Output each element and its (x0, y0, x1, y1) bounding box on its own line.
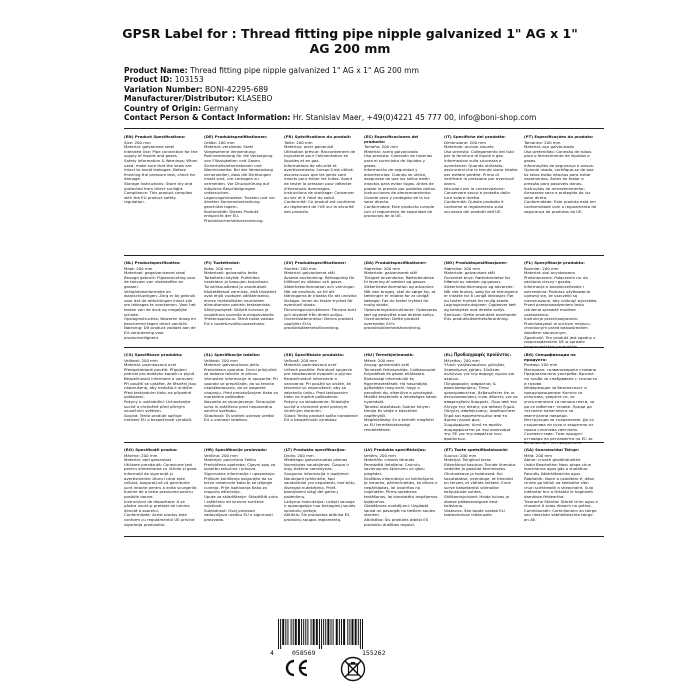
spec-cell-heading: (EN) Product Specifications: (124, 134, 186, 139)
separator-row-1 (124, 255, 604, 256)
spec-cell-heading: (DE) Produktspezifikationen: (204, 134, 268, 139)
barcode-bar (287, 619, 288, 645)
barcode-bar (313, 619, 315, 645)
barcode-bar (305, 619, 306, 645)
spec-cell-heading: (ET) Toote spetsifikatsioonid: (444, 447, 509, 452)
spec-cell (284, 261, 358, 347)
spec-cell (284, 448, 358, 536)
barcode-bar (347, 619, 348, 645)
spec-cell-text: Size: 200 mm Material: galvanized steel Intended Use: Pipe connection for the supply of liquids and gases. Safety Information & Warnings: When used, make sure that the seals are intact to avoid leakages. Before finishing the pressure test, check for damage. Storage Instructions: Store dry and protected from direct sunlight. Compliance: This product complies with the EU product safety regulation. (124, 139, 198, 205)
spec-cell-heading: (HR) Specifikacije proizvoda: (204, 447, 268, 452)
spec-cell-text: Storlek: 200 mm Material: galvaniserat stål Avsedd användning: Rörkoppling för tillförsel av vätskor och gaser. Säkerhetsinformation och varningar: När de används, se till att tätningarna är intakta för att undvika läckage. Innan du testar trycket för eventuell skada. Förvaringsinstruktioner: Förvara torrt och skyddat från direkt solljus. Överensstämmelse: Denna produkt uppfyller EU:s produktsäkerhetsförordning. (284, 265, 357, 331)
spec-cell-text: Tamanho: 200 mm Material: aço galvanizado Uso pretendido: Conexão de tubos para o fornecimento de líquidos e gases. Informações de segurança e avisos: Quando usado, certifique-se de que os selos estão intactos para evitar vazamentos. Antes de testar a pressão para possíveis danos. Instruções de armazenamento: Armazene seco e protegido da luz solar direta. Conformidade: Este produto está em conformidade com o regulamento de segurança de produtos da UE. (524, 139, 597, 214)
spec-cell-heading: (ES) Especificaciones del producto: (364, 134, 419, 144)
spec-cell-heading: (DA) Produktspecifikationer: (364, 260, 427, 265)
barcode-bar (325, 619, 326, 645)
spec-cell-heading: (SV) Produktspecifikationer: (284, 260, 347, 265)
spec-cell-text: Dydis: 200 mm Medžiaga: galvanizuotas plienas Numatytas naudojimas: Čiaupo ir dujų tiekimo vamzdynas. Saugumo informacija ir įspėjimai: Naudojant įsitikinkite, kad sandarikliai yra nepažeisti, kad būtų išvengta nutekėjimo. Prieš bandydami slėgį dėl galimų pažeidimų. Laikymo instrukcijos: Laikyti sausoje ir apsaugotoje nuo tiesioginių saulės spindulių vietoje. Atitiktis: Šis produktas atitinka ES produktų saugos reglamentą. (284, 452, 356, 522)
barcode-bar (301, 619, 302, 645)
spec-cell-text: Izmērs: 200 mm Materiāls: cinkots tērauds Paredzētā lietošana: Caurulu savienojums šķidrumu un gāzu piegādei. Drošības informācija un brīdinājumi: Ja izmanto, pārliecinieties, ka blīves ir nepārkāptas, lai izvairītos no noplūdēm. Pirms spiediena testēšanas, lai konstatētu iespējamos bojājumus. Glabāšanas norādījumi: Uzglabāt sausā un pasargāt no tiešiem saules stariem. Atbilstība: Šis produkts atbilst ES produktu drošības regulai. (364, 452, 438, 527)
barcode-bar (307, 619, 308, 645)
spec-cell-heading: (PL) Specyfikacje produktu: (524, 260, 585, 265)
spec-cell-text: Veličina: 200 mm Materijal: pocinčana čelika Predviđena upotreba: Cijevni spoj za opskrbu tekućina i plinova. Sigurnosne informacije i upozorenja: Prilikom korištenja osigurajte da su brtve netaknute kako bi se izbjegle curenja. Prije ispitivanja tlaka za moguća oštećenja. Upute za skladištenje: Skladištiti suho i zaštićeno od izravne sunčeve svjetlosti. Sukladnost: Ovaj proizvod zadovoljava uredbu EU o sigurnosti proizvoda. (204, 452, 278, 522)
meta-product-id: Product ID: 103153 (124, 75, 204, 85)
meta-contact: Contact Person & Contact Information: Hr. Stanislav Maer, +49(0)4221 45 777 00, info@boni-shop.com (124, 113, 537, 123)
spec-cell-heading: (NL) Productspecificaties: (124, 260, 181, 265)
spec-cell (364, 135, 438, 255)
spec-cell-text: Rozmiar: 200 mm Materiał: stal ocynkowana Przeznaczenie: Połączenie rur do zasilania cieczy i gazów. Informacje o bezpieczeństwie i ostrzeżenia: Podczas użytkowania upewnij się, że uszczelki są nienaruszone, aby uniknąć wycieków. Przed przeprowadzeniem testu ciśnienia sprawdź możliwe uszkodzenia. Instrukcje przechowywania: Przechowywać w suchym miejscu, chronionym przed bezpośrednim światłem słonecznym. Zgodność: Ten produkt jest zgodny z rozporządzeniem UE w sprawie bezpieczeństwa produktów. (524, 265, 598, 349)
barcode-bar (311, 619, 312, 645)
spec-cell-text: Størrelse: 200 mm Materiale: galvaniseret stål Tilsigtet anvendelse: Rørforbindelse til levering af væsker og gasser. Sikkerhedsinformation og advarsler: Når den bruges, skal du sørge for, at tætninger er intakte for at undgå lækager. Før du tester trykket for mulig skade. Opbevaringsinstruktioner: Opbevares tørt og beskyttet mod direkte sollys. Overholdelse: Dette produkt overholder EU's produktsikkerhedsforordning. (364, 265, 438, 331)
spec-cell (204, 353, 278, 442)
spec-cell-text: Méid: 200 mm Ábhar: cruach ghalbhánaithe Úsáid Beartaithe: Nasc píopa chun leachtanna agus gás a sholáthar. Faisnéis Sábháilteachta agus Rabhaidh: Nuair a úsáidtear é, déan cinnte go bhfuil na séalaithe slán chun sceitheadh a sheachaint. Sula ndéantar brú a thástáil le haghaidh damáiste féideartha. Treoracha Stórála: Stóráil tirim agus a chosaint ó solas díreach na gréine. Comhlíonadh: Comhlíonann an táirge seo rialachán sábháilteachta táirge an AE. (524, 452, 598, 522)
barcode-bar (316, 619, 318, 645)
spec-cell-text: Veľkosť: 200 mm Materiál: pozinkovaná oceľ Určené použitie: Potrubné spojenie pre zásobovanie kvapalín a plynov. Bezpečnostné informácie a varovania: Pri použití sa uistite, že tesnenia sú neporušené, aby sa zabránilo úniku. Pred testovaním tlaku na možné poškodenie. Pokyny na skladovanie: Skladujte suché a chránené pred priamym slnečným žiarením. Súlad: Tento produkt spĺňa nariadenie EÚ o bezpečnosti výrobkov. (284, 357, 358, 423)
spec-cell (524, 261, 598, 347)
meta-country-of-origin: Country of Origin: Germany (124, 103, 239, 113)
spec-cell-text: Suurus: 200 mm Materjal: Tsingitud teras Ettenähtud kasutus: Torude ühendus vedelike ja gaaside tarnimiseks. Ohutusteave ja hoiatused: Kui kasutatakse, veenduge, et tihendid on terved, et vältida lekkeid. Enne surve katsetamist võimalike kahjustuste suhtes. Säilitamisjuhised: Hoida kuivas ja otsese päikesevalguse eest kaitstuna. Vastavus: See toode vastab ELi tooteohutuse määrusele. (444, 452, 516, 518)
spec-cell-heading: (SK) Špecifikácie produktu: (284, 352, 345, 357)
barcode-bar (285, 619, 286, 645)
spec-cell-heading: (GA) Sonraíochtaí Táirge: (524, 447, 580, 452)
barcode-bars (276, 619, 424, 649)
spec-cell (124, 261, 198, 347)
barcode-lead-digit: 4 (270, 649, 274, 657)
spec-cell-heading: (FR) Spécifications du produit: (284, 134, 352, 139)
barcode-bar (319, 619, 320, 649)
barcode-bar (323, 619, 324, 645)
spec-cell (444, 448, 518, 536)
spec-cell-heading: (NO) Produktspesifikasjoner: (444, 260, 508, 265)
spec-cell-text: Velikost: 200 mm Materiál: pozinkovaná ocel Předpokládané použití: Připojení potrubí pro dodávku kapalin a plynů. Bezpečnostní informace a varování: Při použití se ujistěte, že těsnění jsou neporušená, aby nedošlo k únikům. Před testováním tlaku na případné poškození. Pokyny k uskladnění: Uchovávejte suché a chráněné před přímým slunečním světlem. Soulad: Tento produkt splňuje nařízení EU o bezpečnosti výrobků. (124, 357, 197, 423)
barcode-bar (282, 619, 284, 645)
spec-cell (124, 353, 198, 442)
spec-cell-text: Maat: 200 mm Materiaal: gegalvaniseerd staal Beoogd gebruik: Pijpaansluiting voor de toevoer van vloeistoffen en gassen. Veiligheidsinformatie en waarschuwingen: Zorg er bij gebruik voor dat de afdichtingen intact zijn om lekkages te voorkomen. Voor het testen van de druk op mogelijke schade. Opslaginstructies: Bewaren droog en beschermd tegen direct zonlicht. Naleving: Dit product voldoet aan de EU-verordening voor productveiligheid. (124, 265, 196, 340)
barcode-bar (360, 619, 361, 649)
separator-top (124, 128, 604, 129)
spec-cell (364, 261, 438, 347)
spec-cell-text: Koko: 200 mm Materiaali: galvanoitu teräs Tarkoitettu käyttö: Putkiliitos nesteiden ja kaasujen tarjontaan. Turvallisuustiedot ja varoitukset: Käytettäessä varmista, että tiivisteet ovat ehjiä vuotojen välttämiseksi, ennen mahdollisten vaurioiden aiheuttamien painein testaamista. Säilytysohjeet: Säilytä kuivana ja suojattuna suoralta auringonvalolta. Yhteensopivuus: Tämä tuote vastaa EU:n tuoteturvallisuusasetusta. (204, 265, 277, 326)
spec-cell-text: Mărime: 200 mm Material: oțel galvanizat Utilizare prevăzută: Conexiune țevi pentru alimentarea cu lichide și gaze. Informații de siguranță și avertismente: Atunci când este utilizat, asigurați-vă că garniturile sunt intacte pentru a evita scurgerile. Înainte de a testa presiunea pentru posibile daune. Instrucțiuni de depozitare: A se păstra uscat și protejat de lumina directă a soarelui. Conformitate: Acest produs este conform cu regulamentul UE privind siguranța produselor. (124, 452, 198, 527)
spec-cell-text: Μέγεθος: 200 mm Υλικό: γαλβανισμένος χάλυβας Σκοπούμενη χρήση: Σύνδεση σωλήνων για την παροχή υγρών και αερίων. Πληροφορίες ασφάλειας & προειδοποιήσεις: Όταν χρησιμοποιείται, βεβαιωθείτε ότι οι στεγανοποιήσεις είναι άθικτες για να αποφευχθούν διαρροές. Πριν από τον έλεγχο της πίεσης για πιθανή ζημιά. Οδηγίες αποθήκευσης: Αποθηκεύστε ξηρό και προστατευμένο από το άμεσο ηλιακό φως. Συμμόρφωση: Αυτό το προϊόν συμμορφώνεται με τον κανονισμό της ΕΕ για την ασφάλεια των προϊόντων. (444, 357, 518, 441)
barcode-bar (278, 619, 279, 649)
barcode-bar (343, 619, 345, 645)
spec-cell-text: Größe: 200 mm Material: verzinkter Stahl Vorgesehene Verwendung: Rohrverbindung für die Versorgung von Flüssigkeiten und Gasen. Sicherheitsinformationen und Warnhinweise: Bei der Verwendung sicherstellen, dass die Dichtungen intakt sind, um Leckagen zu vermeiden. Vor Druckprüfung auf mögliche Beschädigungen untersuchen. Lagerungshinweise: Trocken und vor direkter Sonneneinstrahlung geschützt lagern. Konformität: Dieses Produkt entspricht der EU-Produktsicherheitsverordnung. (204, 139, 276, 223)
meta-manufacturer: Manufacturer/Distributor: KLASEBO (124, 94, 273, 104)
spec-cell-text: Velikost: 200 mm Material: galvanizirano jeklo Predvidena uporaba: Cevni priključek za dobavo tekočin in plinov. Varnostne informacije in opozorila: Pri uporabi se prepričajte, da so tesnila nepoškodovana, da se izognete uhajanju. Pred preizkušanjem tlaka za morebitne poškodbe. Navodila za shranjevanje: Shranjujte suho in zaščiteno pred neposredno sončno svetlobo. Skladnost: Ta izdelek ustreza uredbi EU o varnosti izdelkov. (204, 357, 278, 423)
barcode-right-group: 155262 (362, 649, 386, 657)
spec-cell (204, 261, 278, 347)
spec-cell-heading: (LT) Produkto specifikacijos: (284, 447, 346, 452)
barcode-bar (352, 619, 354, 645)
spec-cell-heading: (FI) Tuotetiedot: (204, 260, 240, 265)
spec-cell (364, 448, 438, 536)
spec-cell (444, 353, 518, 442)
spec-cell-text: Størrelse: 200 mm Materiale: galvanisert stål Forventet bruk: Rørforbindelse for tilførsel av væsker og gasser. Sikkerhetsinformasjon og advarsler: Når det brukes, sørg for at tetningene er intakte for å unngå lekkasjer. Før du tester trykket for mulig skade. Lagringsinstruksjoner: Oppbevar tørt og beskyttet mot direkte sollys. Samsvar: Dette produktet overholder EUs produktsikkerhetsforordning. (444, 265, 518, 322)
spec-cell (204, 448, 278, 536)
barcode-bar (291, 619, 292, 645)
barcode-bar (336, 619, 338, 645)
spec-cell (124, 448, 198, 536)
barcode-bar (331, 619, 332, 645)
spec-cell (124, 135, 198, 255)
barcode-bar (298, 619, 300, 645)
product-meta (124, 66, 604, 122)
barcode-bar (355, 619, 357, 645)
barcode-bar (358, 619, 359, 645)
barcode-bar (349, 619, 350, 645)
barcode-bar (333, 619, 334, 645)
barcode-left-group: 058569 (292, 649, 316, 657)
barcode-bar (321, 619, 322, 649)
spec-cell-heading: (BG) Спецификации на продукта: (524, 352, 576, 362)
barcode-bar (362, 619, 363, 649)
separator-row-4 (124, 536, 604, 537)
spec-cell-text: Dimensione: 200 mm Materiale: acciaio zincato Uso previsto: Collegamento dei tubi per la fornitura di liquidi e gas. Informazioni sulla sicurezza e avvertenze: Quando utilizzato, assicurarsi che le tenute siano intatte per evitare perdite. Prima di verificare la pressione per eventuali danni. Istruzioni per la conservazione: Conservare secco e protetto dalla luce solare diretta. Conformità: Questo prodotto è conforme al regolamento sulla sicurezza dei prodotti dell'UE. (444, 139, 518, 214)
spec-cell (284, 353, 358, 442)
recycle-bin-crossed-icon (340, 656, 366, 682)
meta-product-name: Product Name: Thread fitting pipe nipple galvanized 1" AG x 1" AG 200 mm (124, 66, 419, 75)
barcode-bar (293, 619, 294, 645)
meta-variation-number: Variation Number: BONI-42295-689 (124, 84, 269, 94)
barcode-bar (327, 619, 329, 645)
spec-cell (444, 135, 518, 255)
spec-cell-heading: (PT) Especificações do produto: (524, 134, 594, 139)
spec-cell-heading: (LV) Produkta specifikācijas: (364, 447, 427, 452)
spec-cell-heading: (RO) Specificații produs: (124, 447, 178, 452)
label-title (0, 26, 700, 56)
barcode-bar (280, 619, 281, 649)
spec-cell (524, 448, 598, 536)
spec-cell-heading: (CS) Specifikace produktu: (124, 352, 183, 357)
spec-cell-text: Tamaño: 200 mm Material: acero galvanizado Uso previsto: Conexión de tuberías para el suministro de líquidos y gases. Información de seguridad y advertencias: Cuando se utilice, asegúrese de que los sellos estén intactos para evitar fugas. Antes de probar la presión por posibles daños. Instrucciones de almacenamiento: Guarde seco y protegido de la luz solar directa. Conformidad: Este producto cumple con el reglamento de seguridad de productos de la UE. (364, 144, 437, 219)
spec-cell-heading: (EL) Προδιαγραφές προϊόντος: (444, 352, 511, 357)
spec-cell (444, 261, 518, 347)
barcode-bar (295, 619, 297, 645)
spec-cell (284, 135, 358, 255)
spec-cell-text: Taille: 200 mm Matériau: acier galvanisé Utilisation prévue: Raccordement de tuyauterie pour l'alimentation en liquides et en gaz. Informations de sécurité et avertissements: Lorsqu'il est utilisé, assurez-vous que les joints sont intacts pour éviter les fuites. Avant de tester la pression pour détecter d'éventuels dommages. Instructions de stockage: Conserver au sec et à l'abri du soleil. Conformité: Ce produit est conforme au règlement de l'UE sur la sécurité des produits. (284, 139, 356, 214)
ce-mark-icon (282, 658, 310, 678)
label-title-line-2: AG 200 mm (309, 41, 391, 56)
barcode-bar (341, 619, 342, 645)
barcode-bar (339, 619, 340, 645)
barcode-bar (303, 619, 304, 645)
spec-cell (364, 353, 438, 442)
ean-barcode (270, 619, 430, 657)
spec-cell-heading: (HU) Termékjellemzők: (364, 352, 414, 357)
spec-cell (204, 135, 278, 255)
spec-cell-text: Размер: 200 mm Материал: галванизирана стомана Предназначена употреба: Връзка на тръби за снабдяване с течности и газове. Информация за безопасност и предупреждения: Когато се използва, уверете се, че уплътненията са непокътнати, за да се избегнат течове. Преди да тествате налягането за евентуални повреди. Инструкции за съхранение: Да се съхранява на сухо и защитено от пряка слънчева светлина. Съответствие: Този продукт отговаря на регламента на ЕС за безопасност на продуктите. (524, 362, 598, 446)
spec-cell-text: Méret: 200 mm Anyag: galvanizált acél Tervezett felhasználás: Csőkapcsolat folyadékok és gázok ellátására. Biztonsági információk és figyelmeztetések: Ha használják, győződjön meg arról, hogy a pecsétek ép, elkerülve a szivárgást. Mielőtt tesztelnék a lehetséges károk nyomását. Tárolási utasítások: Száraz helyen tárolja és védje a közvetlen napfénytől. Megfelelőség: Ez a termék megfelel az EU termékbiztonsági rendeletének. (364, 357, 437, 432)
spec-cell-heading: (SL) Specifikacije izdelka: (204, 352, 261, 357)
spec-cell-heading: (IT) Specifiche del prodotto: (444, 134, 506, 139)
spec-cell (524, 135, 598, 255)
spec-cell (524, 352, 598, 446)
label-title-line-1: GPSR Label for : Thread fitting pipe nipple galvanized 1" AG x 1" (122, 26, 578, 41)
